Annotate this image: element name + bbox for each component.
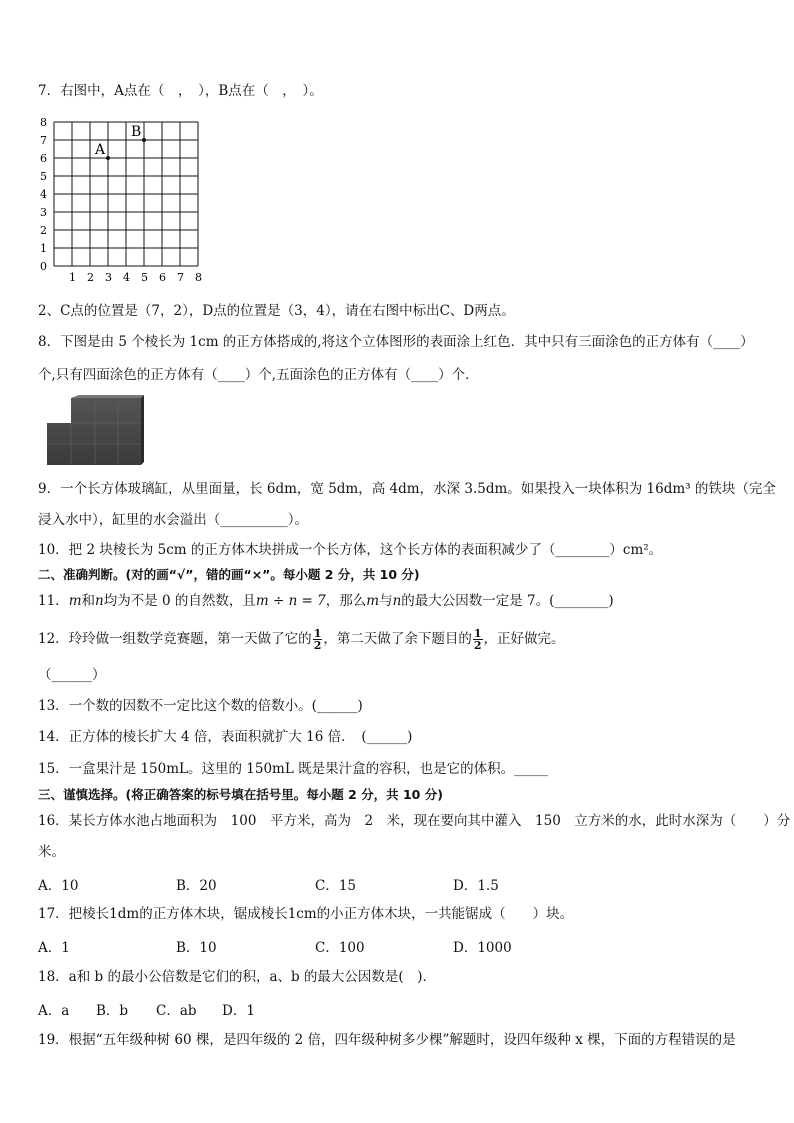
coordinate-grid <box>36 114 206 289</box>
section-3-title: 三、谨慎选择。(将正确答案的标号填在括号里。每小题 2 分，共 10 分) <box>38 787 443 802</box>
cube-side-face <box>141 395 144 465</box>
question-19: 19．根据“五年级种树 60 棵，是四年级的 2 倍，四年级种树多少棵”解题时，设四年级种 x 棵，下面的方程错误的是 <box>38 1032 736 1048</box>
y-tick-label: 1 <box>40 242 47 255</box>
x-tick-label: 1 <box>69 271 76 284</box>
point-A <box>106 156 110 160</box>
fraction-one-half: $\frac{1}{2}$ <box>473 627 482 652</box>
q17-option-c: C．100 <box>315 940 365 956</box>
question-10: 10．把 2 块棱长为 5cm 的正方体木块拼成一个长方体，这个长方体的表面积减少了（________）cm²。 <box>38 542 663 558</box>
x-tick-label: 3 <box>105 271 112 284</box>
q16-option-a: A．10 <box>38 878 79 894</box>
q16-option-b: B．20 <box>176 878 217 894</box>
x-tick-label: 8 <box>195 271 202 284</box>
q18-option-d: D．1 <box>222 1003 255 1019</box>
section-2-title: 二、准确判断。(对的画“√”，错的画“×”。每小题 2 分，共 10 分) <box>38 567 420 582</box>
question-13: 13．一个数的因数不一定比这个数的倍数小。(______) <box>38 698 363 714</box>
cube-front-face <box>47 398 141 465</box>
q16-option-c: C．15 <box>315 878 357 894</box>
x-tick-label: 7 <box>177 271 184 284</box>
y-tick-label: 3 <box>40 206 47 219</box>
point-label-A: A <box>95 142 106 158</box>
question-8-line1: 8．下图是由 5 个棱长为 1cm 的正方体搭成的,将这个立体图形的表面涂上红色．其中只有三面涂色的正方体有（____） <box>38 334 754 350</box>
x-tick-label: 4 <box>123 271 130 284</box>
q17-option-b: B．10 <box>176 940 217 956</box>
q18-option-c: C．ab <box>156 1003 197 1019</box>
question-15: 15．一盒果汁是 150mL。这里的 150mL 既是果汁盒的容积，也是它的体积。_____ <box>38 761 548 777</box>
q17-option-a: A．1 <box>38 940 70 956</box>
y-tick-label: 7 <box>40 134 47 147</box>
y-tick-label: 4 <box>40 188 47 201</box>
question-11: 11．m和n均为不是 0 的自然数，且m ÷ n = 7，那么m与n的最大公因数一定是 7。(________) <box>38 593 614 609</box>
fraction-one-half: $\frac{1}{2}$ <box>313 627 322 652</box>
y-tick-label: 5 <box>40 170 47 183</box>
question-9-line2: 浸入水中），缸里的水会溢出（__________）。 <box>38 512 308 528</box>
y-tick-label: 8 <box>40 116 47 129</box>
question-7: 7．右图中，A点在（ ， ），B点在（ ， ）。 <box>38 83 323 99</box>
x-tick-label: 5 <box>141 271 148 284</box>
question-12: 12．玲玲做一组数学竞赛题，第一天做了它的 $\frac{1}{2}$ ，第二天做了余下题目的 $\frac{1}{2}$ ，正好做完。 <box>38 627 565 652</box>
q18-option-a: A．a <box>38 1003 70 1019</box>
q17-option-d: D．1000 <box>453 940 512 956</box>
question-16-line1: 16．某长方体水池占地面积为 100 平方米，高为 2 米，现在要向其中灌入 150 立方米的水，此时水深为（ ）分 <box>38 813 791 829</box>
question-16-line2: 米。 <box>38 844 65 860</box>
y-tick-label: 0 <box>40 260 47 273</box>
x-tick-label: 2 <box>87 271 94 284</box>
question-12-answer: （______） <box>38 667 106 683</box>
x-tick-label: 6 <box>159 271 166 284</box>
q18-option-b: B．b <box>96 1003 129 1019</box>
question-9-line1: 9．一个长方体玻璃缸，从里面量，长 6dm，宽 5dm，高 4dm，水深 3.5dm。如果投入一块体积为 16dm³ 的铁块（完全 <box>38 481 776 497</box>
point-label-B: B <box>131 124 142 140</box>
question-17: 17．把棱长1dm的正方体木块，锯成棱长1cm的小正方体木块，一共能锯成（ ）块。 <box>38 906 574 922</box>
cube-top-face <box>71 395 144 398</box>
q16-option-d: D．1.5 <box>453 878 499 894</box>
question-18: 18．a和 b 的最小公倍数是它们的积，a、b 的最大公因数是( )． <box>38 969 436 985</box>
y-tick-label: 2 <box>40 224 47 237</box>
y-tick-label: 6 <box>40 152 47 165</box>
cube-stack-figure <box>45 395 145 467</box>
point-B <box>142 138 146 142</box>
question-14: 14．正方体的棱长扩大 4 倍，表面积就扩大 16 倍． (______) <box>38 729 413 745</box>
question-7-part2: 2、C点的位置是（7，2），D点的位置是（3，4），请在右图中标出C、D两点。 <box>38 303 515 319</box>
question-8-line2: 个,只有四面涂色的正方体有（____）个,五面涂色的正方体有（____）个． <box>38 367 479 383</box>
